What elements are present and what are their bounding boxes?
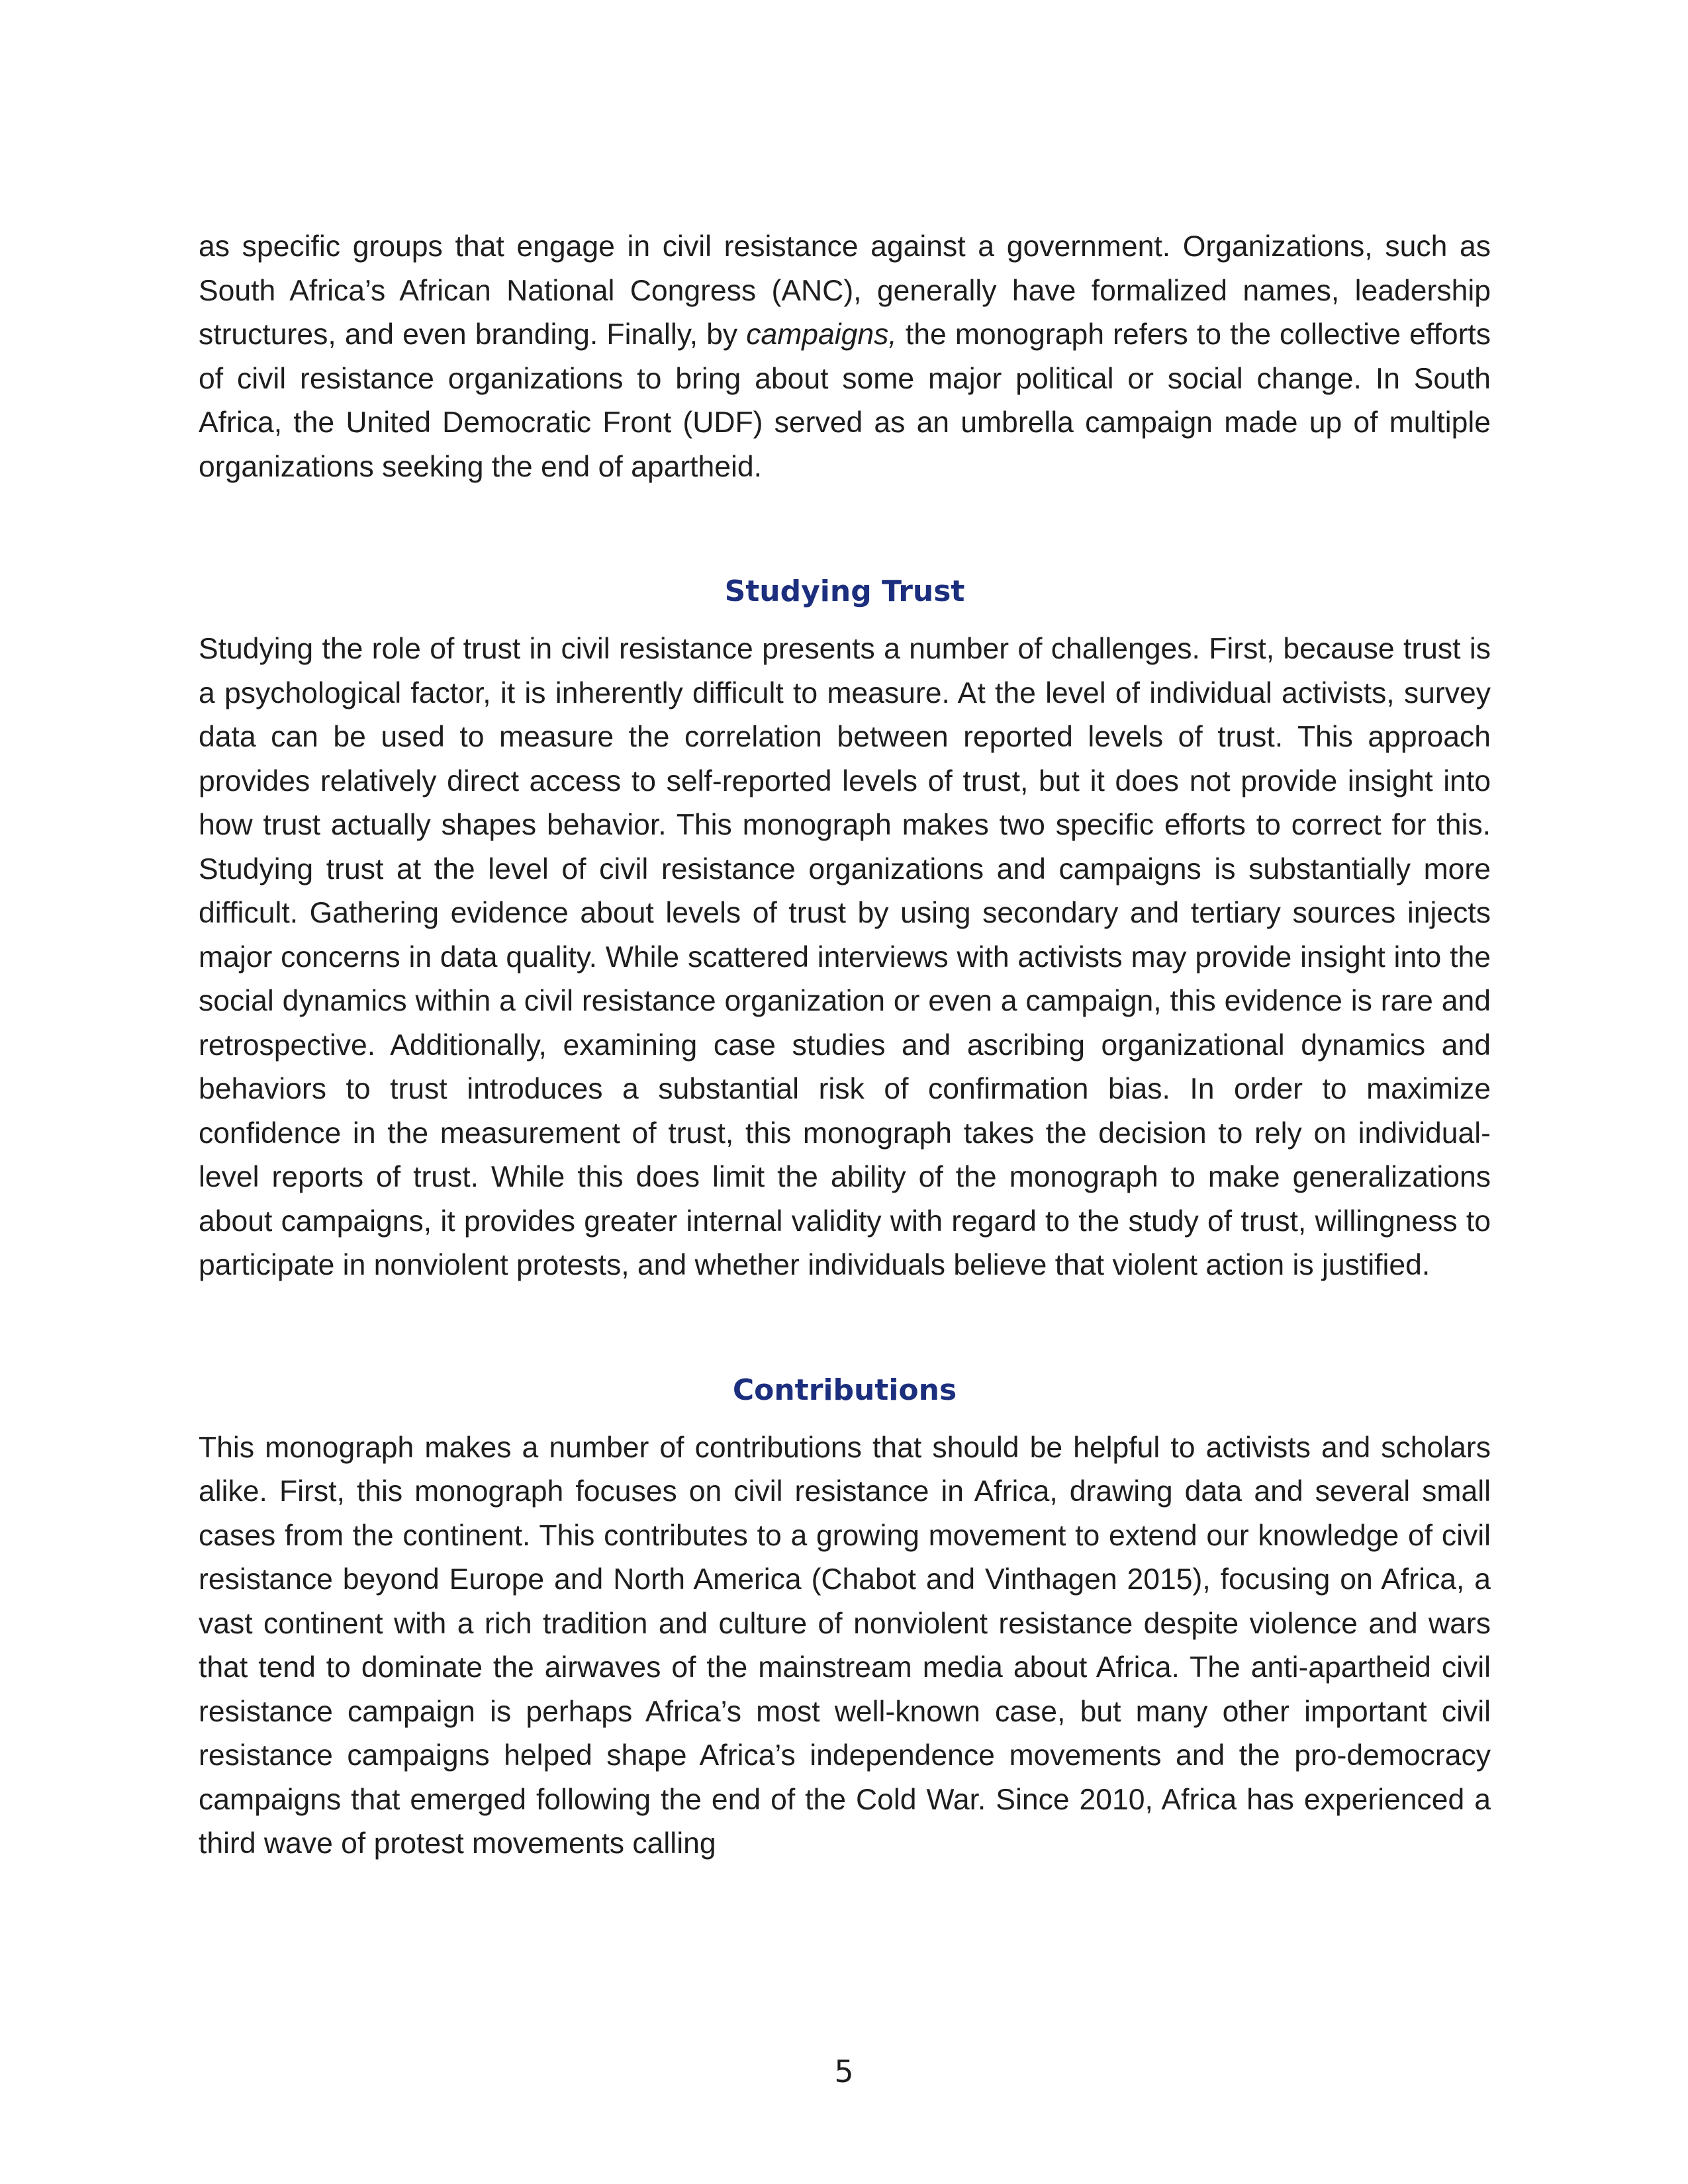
section-heading-studying-trust: Studying Trust: [724, 574, 965, 608]
emphasized-term: campaigns,: [746, 318, 897, 351]
paragraph-text: the monograph refers to the collective efforts of civil resistance organizations to bring about some major political or social change. In South Africa, the United Democratic Front (UDF) served as an umbrella campaign made up of multiple organizations seeking the end of apartheid.: [199, 318, 1491, 483]
body-paragraph-contributions: This monograph makes a number of contributions that should be helpful to activists and scholars alike. First, this monograph focuses on civil resistance in Africa, drawing data and several small cases from the continent. This contributes to a growing movement to extend our knowledge of civil resistance beyond Europe and North America (Chabot and Vinthagen 2015), focusing on Africa, a vast continent with a rich tradition and culture of nonviolent resistance despite violence and wars that tend to dominate the airwaves of the mainstream media about Africa. The anti-apartheid civil resistance campaign is perhaps Africa’s most well-known case, but many other important civil resistance campaigns helped shape Africa’s independence movements and the pro-democracy campaigns that emerged following the end of the Cold War. Since 2010, Africa has experienced a third wave of protest movements calling: [199, 1431, 1491, 1860]
section-heading-contributions: Contributions: [732, 1373, 957, 1407]
page-content: [199, 225, 1491, 1866]
page-number: 5: [834, 2054, 854, 2089]
paragraph-text: as specific groups that engage in civil resistance against a government. Organizations, such as South Africa’s African National Congress (ANC), generally have formalized names, leadership structures, and even branding. Finally, by: [199, 230, 1491, 351]
body-paragraph-studying-trust: Studying the role of trust in civil resistance presents a number of challenges. First, because trust is a psychological factor, it is inherently difficult to measure. At the level of individual activists, survey data can be used to measure the correlation between reported levels of trust. This approach provides relatively direct access to self-reported levels of trust, but it does not provide insight into how trust actually shapes behavior. This monograph makes two specific efforts to correct for this. Studying trust at the level of civil resistance organizations and campaigns is substantially more difficult. Gathering evidence about levels of trust by using secondary and tertiary sources injects major concerns in data quality. While scattered interviews with activists may provide insight into the social dynamics within a civil resistance organization or even a campaign, this evidence is rare and retrospective. Additionally, examining case studies and ascribing organizational dynamics and behaviors to trust introduces a substantial risk of confirmation bias. In order to maximize confidence in the measurement of trust, this monograph takes the decision to rely on individual-level reports of trust. While this does limit the ability of the monograph to make generalizations about campaigns, it provides greater internal validity with regard to the study of trust, willingness to participate in nonviolent protests, and whether individuals believe that violent action is justified.: [199, 633, 1491, 1281]
body-paragraph-intro: [199, 225, 1491, 489]
